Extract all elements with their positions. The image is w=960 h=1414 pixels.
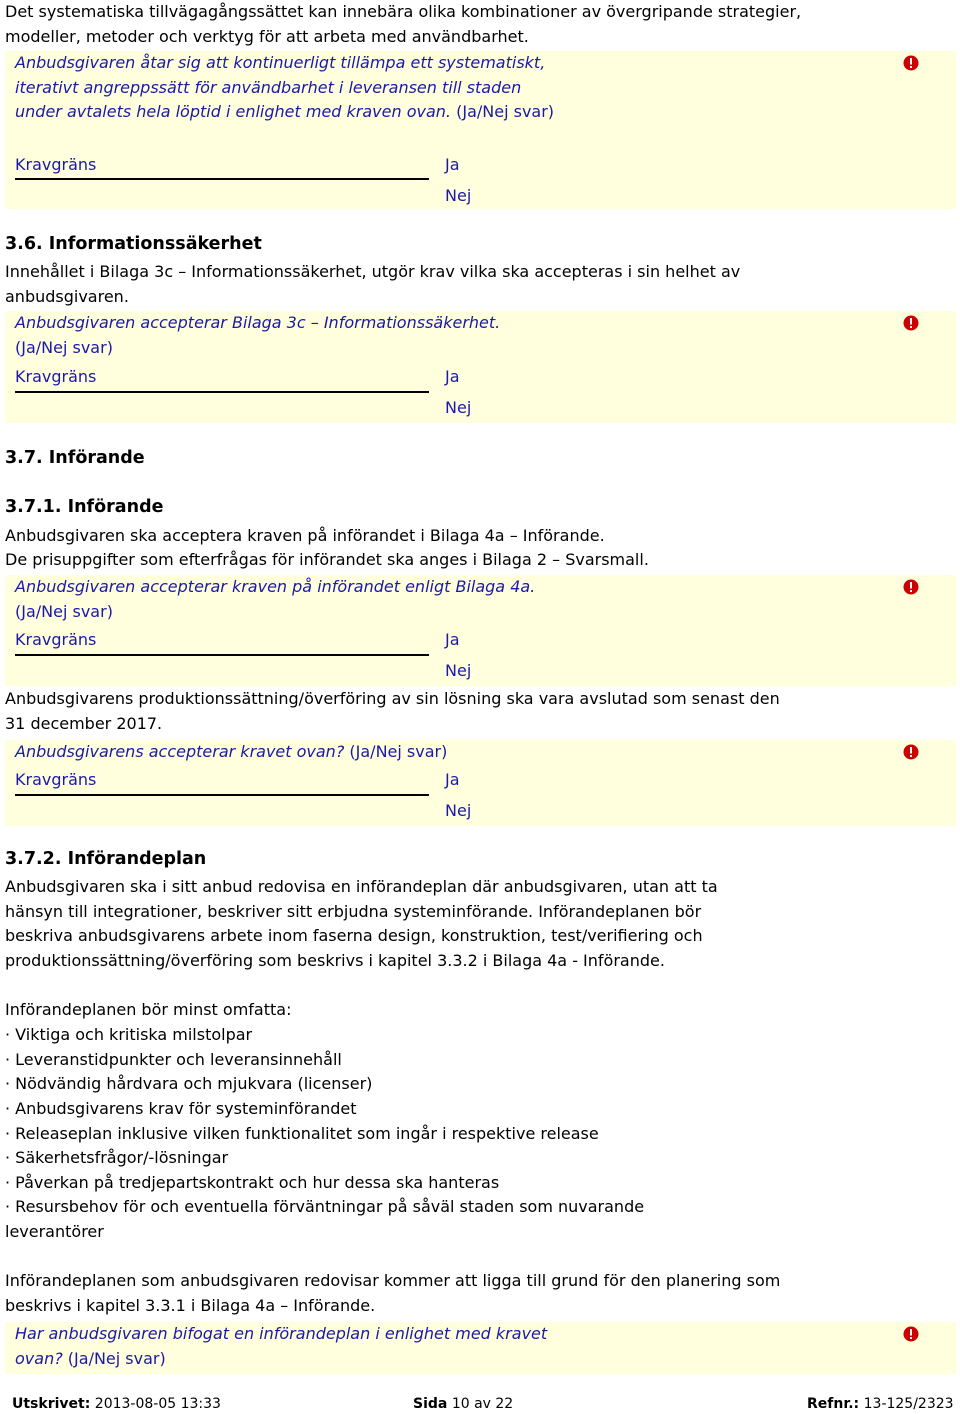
list-item: · Viktiga och kritiska milstolpar [5,1025,253,1044]
warning-icon [903,315,919,331]
closing-paragraph: Införandeplanen som anbudsgivaren redovisar kommer att ligga till grund för den planering som beskrivs i kapitel 3.3.1 i Bilaga 4a – Införande. [5,1271,781,1315]
option-no[interactable]: Nej [445,801,472,820]
footer-ref: Refnr.: 13-125/2323 [807,1396,954,1412]
warning-icon [903,579,919,595]
question-box-plan [5,1322,956,1374]
list-intro: Införandeplanen bör minst omfatta: [5,1000,292,1019]
question-text: Anbudsgivaren accepterar Bilaga 3c – Informationssäkerhet. (Ja/Nej svar) [15,313,501,357]
answer-line [15,391,429,393]
warning-icon [903,1326,919,1342]
option-no[interactable]: Nej [445,398,472,417]
answer-line [15,178,429,180]
section-body-3-7-1-prices: De prisuppgifter som efterfrågas för införandet ska anges i Bilaga 2 – Svarsmall. [5,550,649,569]
list-item: · Leveranstidpunkter och leveransinnehåll [5,1050,342,1069]
list-item: · Säkerhetsfrågor/-lösningar [5,1148,229,1167]
list-item: · Resursbehov för och eventuella förväntningar på såväl staden som nuvarande leverantörer [5,1197,645,1241]
section-heading-3-7-1: 3.7.1. Införande [5,497,164,517]
list-item: · Nödvändig hårdvara och mjukvara (licenser) [5,1074,373,1093]
kravgrans-label: Kravgräns [15,770,97,789]
question-text: Anbudsgivaren accepterar kraven på införandet enligt Bilaga 4a. (Ja/Nej svar) [15,577,536,621]
answer-line [15,654,429,656]
section-body-3-6: Innehållet i Bilaga 3c – Informationssäkerhet, utgör krav vilka ska accepteras i sin helhet av anbudsgivaren. [5,262,741,306]
section-heading-3-6: 3.6. Informationssäkerhet [5,234,262,254]
answer-line [15,794,429,796]
option-yes[interactable]: Ja [445,630,460,649]
intro-paragraph: Det systematiska tillvägagångssättet kan innebära olika kombinationer av övergripande strategier, modeller, metoder och verktyg för att arbeta med användbarhet. [5,2,802,46]
section-body-3-7-1: Anbudsgivaren ska acceptera kraven på införandet i Bilaga 4a – Införande. [5,526,605,545]
option-yes[interactable]: Ja [445,367,460,386]
question-box-infosec [5,311,956,423]
list-item: · Påverkan på tredjepartskontrakt och hur dessa ska hanteras [5,1173,500,1192]
warning-icon [903,55,919,71]
option-yes[interactable]: Ja [445,155,460,174]
question-box-implementation [5,575,956,733]
kravgrans-label: Kravgräns [15,155,97,174]
question-text: Anbudsgivarens accepterar kravet ovan? (Ja/Nej svar) [15,742,448,761]
footer-page: Sida 10 av 22 [413,1396,514,1412]
list-item: · Anbudsgivarens krav för systeminförandet [5,1099,357,1118]
question-box-usability [5,51,956,209]
section-heading-3-7-2: 3.7.2. Införandeplan [5,849,207,869]
section-body-3-7-2: Anbudsgivaren ska i sitt anbud redovisa en införandeplan där anbudsgivaren, utan att ta hänsyn till integrationer, beskriver sitt erbjudna systeminförande. Införandeplanen bör beskriva anbudsgivarens arbete inom faserna design, konstruktion, test/verifiering och produktionssättning/överföring som beskrivs i kapitel 3.3.2 i Bilaga 4a - Införande. [5,877,718,970]
production-deadline-text: Anbudsgivarens produktionssättning/överföring av sin lösning ska vara avslutad som senast den 31 december 2017. [5,689,780,733]
kravgrans-label: Kravgräns [15,367,97,386]
section-heading-3-7: 3.7. Införande [5,448,145,468]
question-box-deadline [5,740,956,826]
list-item: · Releaseplan inklusive vilken funktionalitet som ingår i respektive release [5,1124,599,1143]
question-text: Anbudsgivaren åtar sig att kontinuerligt tillämpa ett systematiskt, iterativt angreppssätt för användbarhet i leveransen till staden under avtalets hela löptid i enlighet med kraven ovan. (Ja/Nej svar) [15,53,555,121]
question-text: Har anbudsgivaren bifogat en införandeplan i enlighet med kravet ovan? (Ja/Nej svar) [15,1324,548,1368]
option-no[interactable]: Nej [445,661,472,680]
option-no[interactable]: Nej [445,186,472,205]
kravgrans-label: Kravgräns [15,630,97,649]
footer-printed: Utskrivet: 2013-08-05 13:33 [12,1396,221,1412]
warning-icon [903,744,919,760]
option-yes[interactable]: Ja [445,770,460,789]
